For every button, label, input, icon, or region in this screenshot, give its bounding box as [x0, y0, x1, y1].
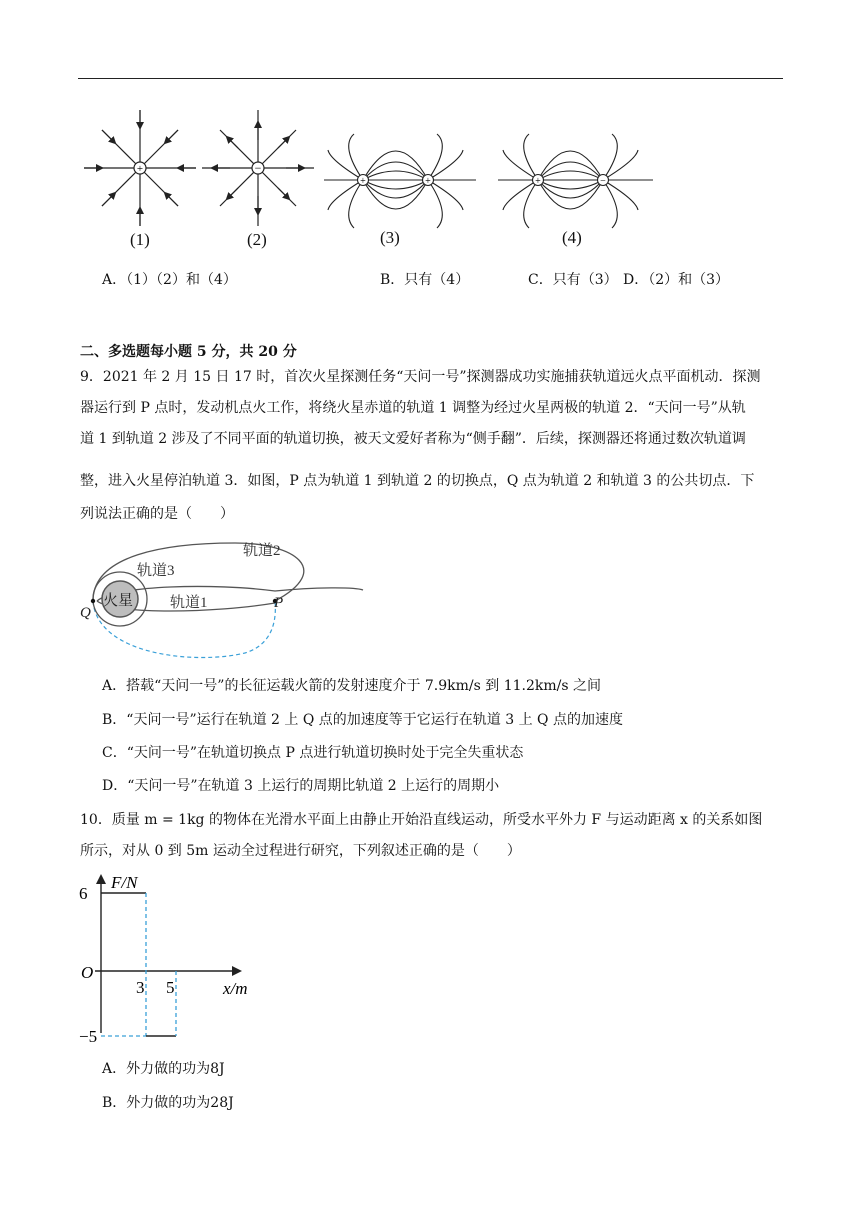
q9-option-b[interactable]: B．“天问一号”运行在轨道 2 上 Q 点的加速度等于它运行在轨道 3 上 Q 点的加速度 [102, 712, 623, 728]
q9-option-d[interactable]: D．“天问一号”在轨道 3 上运行的周期比轨道 2 上运行的周期小 [102, 778, 500, 794]
q9-option-a[interactable]: A．搭载“天问一号”的长征运载火箭的发射速度介于 7.9km/s 到 11.2km/s 之间 [102, 678, 601, 694]
electric-field-figures [78, 100, 678, 260]
origin-label: O [81, 963, 94, 982]
figure-caption-1: (1) [130, 230, 150, 249]
q10-line-2: 所示，对从 0 到 5m 运动全过程进行研究，下列叙述正确的是（ ） [80, 843, 521, 859]
q8-option-d[interactable]: D．（2）和（3） [623, 272, 730, 288]
orbit-2-label: 轨道2 [243, 543, 281, 559]
orbit-figure [75, 535, 375, 665]
q9-option-c[interactable]: C．“天问一号”在轨道切换点 P 点进行轨道切换时处于完全失重状态 [102, 745, 524, 761]
q8-option-a[interactable]: A．（1）（2）和（4） [102, 272, 237, 288]
q8-option-b[interactable]: B．只有（4） [380, 272, 470, 288]
figure-caption-4: (4) [562, 228, 582, 247]
p-label: P [274, 595, 284, 611]
header-rule [78, 78, 783, 79]
q9-line-2: 器运行到 P 点时，发动机点火工作，将绕火星赤道的轨道 1 调整为经过火星两极的轨道 2．“天问一号”从轨 [80, 400, 746, 416]
figure-caption-2: (2) [247, 230, 267, 249]
charge-sign-3a: + [360, 176, 366, 187]
q10-option-b[interactable]: B．外力做的功为28J [102, 1095, 234, 1111]
y-tick-label: 6 [79, 884, 88, 903]
charge-sign-1: + [136, 163, 144, 175]
y-axis-label: F/N [111, 873, 138, 892]
q-label: Q [80, 605, 91, 621]
figure-4-dipole-field [498, 134, 653, 228]
q9-line-1: 9．2021 年 2 月 15 日 17 时，首次火星探测任务“天问一号”探测器成功实施捕获轨道远火点平面机动．探测 [80, 369, 761, 385]
force-distance-graph [75, 868, 265, 1043]
q10-line-1: 10．质量 m = 1kg 的物体在光滑水平面上由静止开始沿直线运动，所受水平外力 F 与运动距离 x 的关系如图 [80, 812, 763, 828]
orbit-3-label: 轨道3 [137, 563, 175, 579]
section-heading: 二、多选题每小题 5 分，共 20 分 [80, 344, 297, 360]
figure-3-dipole-field [324, 134, 476, 228]
charge-sign-3b: + [425, 176, 431, 187]
q9-line-3: 道 1 到轨道 2 涉及了不同平面的轨道切换，被天文爱好者称为“侧手翻”．后续，探测器还将通过数次轨道调 [80, 431, 746, 447]
charge-sign-2: − [254, 161, 262, 175]
point-q [91, 599, 95, 603]
x-tick-label: 3 [136, 978, 145, 997]
orbit-1-label: 轨道1 [170, 595, 208, 611]
q9-line-5: 列说法正确的是（ ） [80, 506, 234, 522]
charge-sign-4a: + [535, 176, 541, 187]
y-tick-label: −5 [79, 1027, 98, 1043]
q10-option-a[interactable]: A．外力做的功为8J [102, 1061, 225, 1077]
x-tick-label: 5 [166, 978, 175, 997]
q8-option-c[interactable]: C．只有（3） [528, 272, 618, 288]
mars-label: 火星 [103, 593, 134, 609]
x-axis-label: x/m [223, 979, 248, 998]
q9-line-4: 整，进入火星停泊轨道 3．如图，P 点为轨道 1 到轨道 2 的切换点，Q 点为轨道 2 和轨道 3 的公共切点．下 [80, 473, 755, 489]
figure-caption-3: (3) [380, 228, 400, 247]
charge-sign-4b: − [600, 176, 606, 187]
